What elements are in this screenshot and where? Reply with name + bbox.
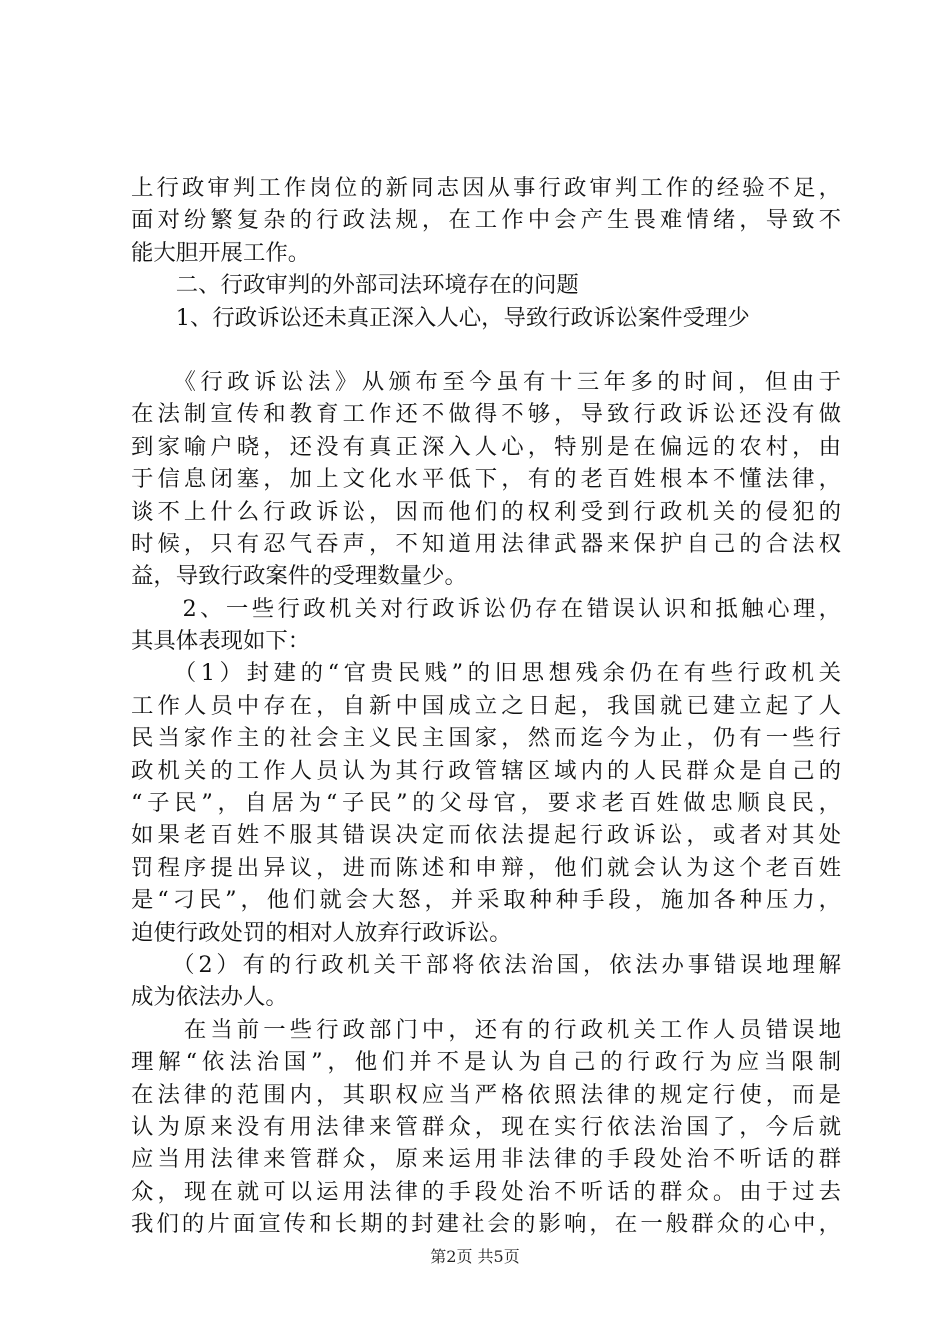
subsection-heading: 1、行政诉讼还未真正深入人心，导致行政诉讼案件受理少 [131, 304, 750, 331]
text-line: 到家喻户晓，还没有真正深入人心，特别是在偏远的农村，由 [131, 433, 841, 460]
text-line: 如果老百姓不服其错误决定而依法提起行政诉讼，或者对其处 [131, 822, 841, 849]
text-line: 《行政诉讼法》从颁布至今虽有十三年多的时间，但由于 [131, 368, 841, 395]
text-line: 上行政审判工作岗位的新同志因从事行政审判工作的经验不足， [131, 175, 841, 201]
text-line: 我们的片面宣传和长期的封建社会的影响，在一般群众的心中， [131, 1211, 841, 1238]
blank-line [131, 334, 841, 366]
page-number-label: 第2页 共5页 [430, 1247, 520, 1266]
text-line: 是“刁民”，他们就会大怒，并采取种种手段，施加各种压力， [131, 887, 841, 914]
section-heading: 二、行政审判的外部司法环境存在的问题 [131, 272, 579, 299]
text-line: 在当前一些行政部门中，还有的行政机关工作人员错误地 [131, 1016, 841, 1043]
text-line: （1）封建的“官贵民贱”的旧思想残余仍在有些行政机关 [131, 660, 841, 687]
text-line: 罚程序提出异议，进而陈述和申辩，他们就会认为这个老百姓 [131, 854, 841, 881]
text-line: 认为原来没有用法律来管群众，现在实行依法治国了，今后就 [131, 1113, 841, 1140]
text-line: 成为依法办人。 [131, 984, 288, 1011]
text-line: 在法律的范围内，其职权应当严格依照法律的规定行使，而是 [131, 1081, 841, 1108]
text-line: 时候，只有忍气吞声，不知道用法律武器来保护自己的合法权 [131, 530, 841, 557]
text-line: （2）有的行政机关干部将依法治国，依法办事错误地理解 [131, 951, 841, 978]
text-line: 工作人员中存在，自新中国成立之日起，我国就已建立起了人 [131, 692, 841, 719]
text-line: 能大胆开展工作。 [131, 239, 311, 266]
text-line: 其具体表现如下： [131, 628, 311, 655]
text-line: 谈不上什么行政诉讼，因而他们的权利受到行政机关的侵犯的 [131, 498, 841, 525]
text-line: 应当用法律来管群众，原来运用非法律的手段处治不听话的群 [131, 1146, 841, 1173]
text-line: “子民”，自居为“子民”的父母官，要求老百姓做忠顺良民， [131, 790, 841, 817]
text-line: 于信息闭塞，加上文化水平低下，有的老百姓根本不懂法律， [131, 466, 841, 493]
text-line: 政机关的工作人员认为其行政管辖区域内的人民群众是自己的 [131, 757, 841, 784]
text-line: 在法制宣传和教育工作还不做得不够，导致行政诉讼还没有做 [131, 401, 841, 428]
text-line: 理解“依法治国”，他们并不是认为自己的行政行为应当限制 [131, 1049, 841, 1076]
text-line: 益，导致行政案件的受理数量少。 [131, 563, 467, 590]
page-footer [0, 1244, 950, 1267]
text-line: 迫使行政处罚的相对人放弃行政诉讼。 [131, 919, 512, 946]
text-line: 2、一些行政机关对行政诉讼仍存在错误认识和抵触心理， [131, 595, 841, 622]
text-line: 民当家作主的社会主义民主国家，然而迄今为止，仍有一些行 [131, 725, 841, 752]
text-line: 面对纷繁复杂的行政法规，在工作中会产生畏难情绪，导致不 [131, 207, 841, 234]
body-text [131, 172, 841, 1241]
text-line: 众，现在就可以运用法律的手段处治不听话的群众。由于过去 [131, 1178, 841, 1205]
